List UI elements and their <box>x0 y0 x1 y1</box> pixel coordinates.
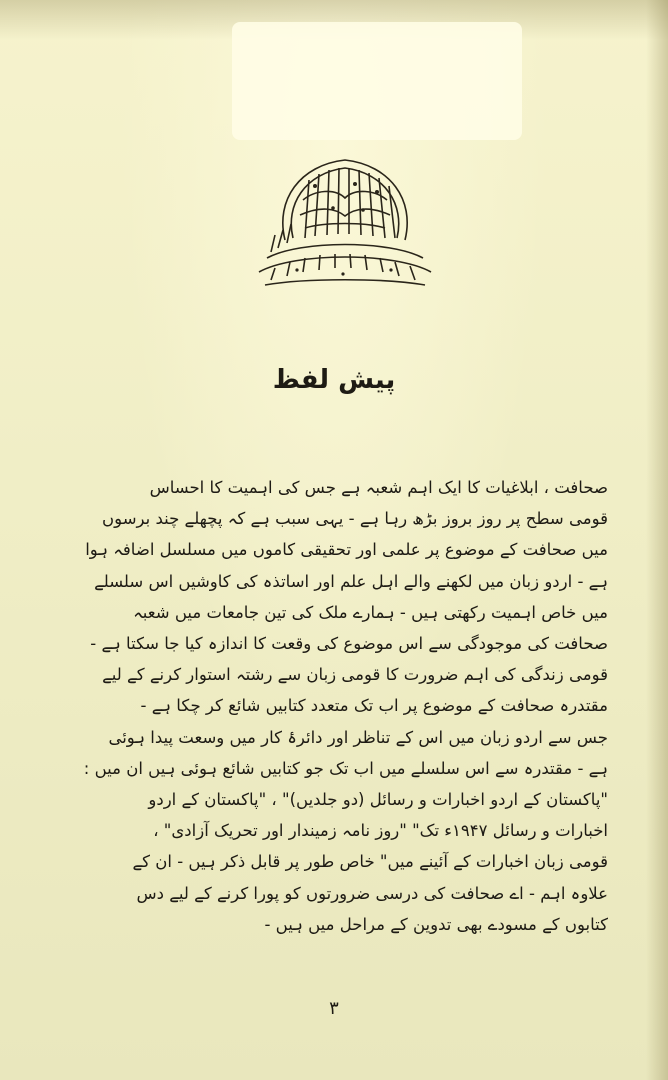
paragraph-line: قومی زبان اخبارات کے آئینے میں" خاص طور پر قابل ذکر ہیں - ان کے <box>132 852 608 872</box>
paragraph-line: علاوہ اہم - اے صحافت کی درسی ضرورتوں کو پورا کرنے کے لیے دس <box>136 883 608 903</box>
paper-highlight <box>232 22 522 140</box>
paragraph-line: اخبارات و رسائل ۱۹۴۷ء تک" "روز نامہ زمیندار اور تحریک آزادی" ، <box>153 821 608 841</box>
paragraph-line: قومی سطح پر روز بروز بڑھ رہا ہے - یہی سبب ہے کہ پچھلے چند برسوں <box>102 509 608 529</box>
paragraph-line: مقتدرہ صحافت کے موضوع پر اب تک متعدد کتابیں شائع کر چکا ہے - <box>140 696 608 716</box>
page-number: ۳ <box>329 998 339 1019</box>
paragraph-line: صحافت ، ابلاغیات کا ایک اہم شعبہ ہے جس کی اہمیت کا احساس <box>149 478 608 497</box>
paragraph-line: کتابوں کے مسودے بھی تدوین کے مراحل میں ہیں - <box>264 914 608 934</box>
paragraph-line: صحافت کی موجودگی سے اس موضوع کی وقعت کا اندازہ کیا جا سکتا ہے - <box>90 634 608 654</box>
foreword-paragraph <box>68 472 608 940</box>
paragraph-line: قومی زندگی کی اہم ضرورت کا قومی زبان سے رشتہ استوار کرنے کے لیے <box>102 665 608 685</box>
paragraph-line: "پاکستان کے اردو اخبارات و رسائل (دو جلدیں)" ، "پاکستان کے اردو <box>148 790 608 810</box>
scan-shadow-right <box>646 0 668 1080</box>
paragraph-line: میں صحافت کے موضوع پر علمی اور تحقیقی کاموں میں مسلسل اضافہ ہوا <box>85 540 608 560</box>
paragraph-line: میں خاص اہمیت رکھتی ہیں - ہمارے ملک کی تین جامعات میں شعبہ <box>133 602 608 622</box>
paragraph-line: جس سے اردو زبان میں اس کے تناظر اور دائرۂ کار میں وسعت پیدا ہوئی <box>108 727 608 747</box>
page-heading: پیش لفظ <box>272 365 396 395</box>
bismillah-calligraphy-emblem <box>245 140 445 300</box>
paragraph-line: ہے - مقتدرہ سے اس سلسلے میں اب تک جو کتابیں شائع ہوئی ہیں ان میں : <box>83 758 608 778</box>
paragraph-line: ہے - اردو زبان میں لکھنے والے اہل علم اور اساتذہ کی کاوشیں اس سلسلے <box>94 571 608 591</box>
